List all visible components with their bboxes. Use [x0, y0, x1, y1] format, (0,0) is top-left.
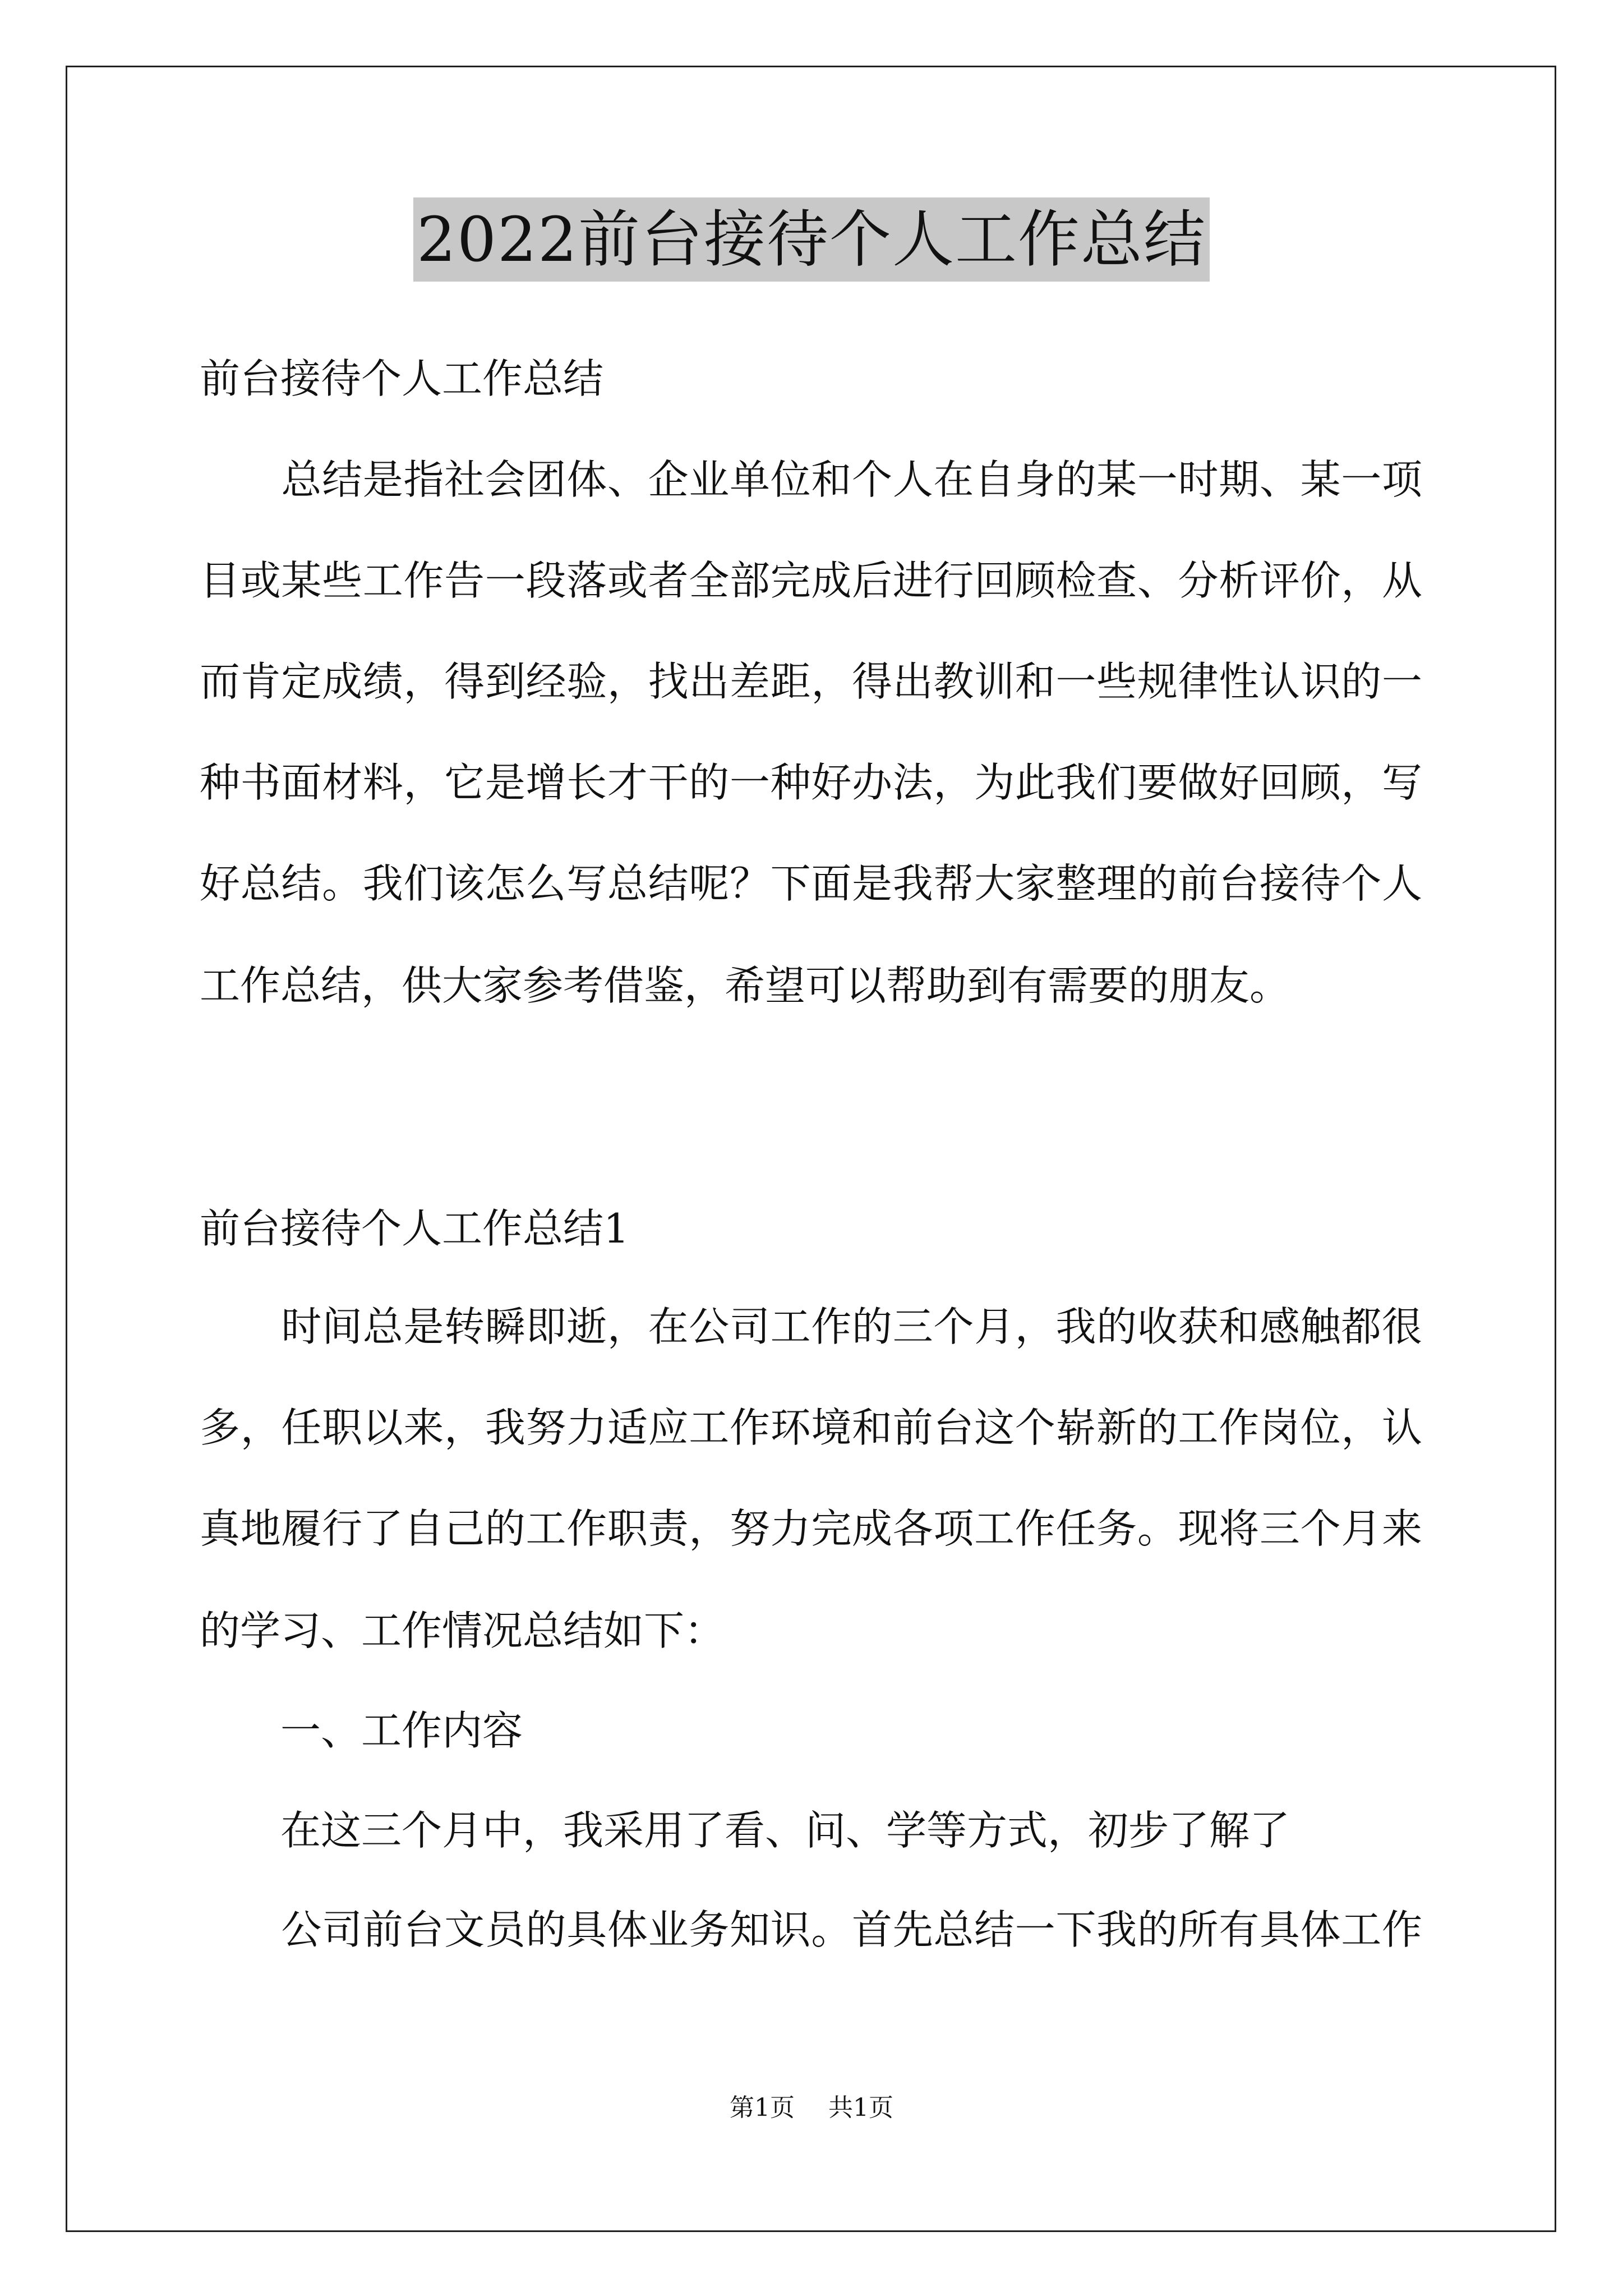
- paragraph-line: 时间总是转瞬即逝，在公司工作的三个月，我的收获和感触都很: [200, 1303, 1422, 1350]
- paragraph-line: 在这三个月中，我采用了看、问、学等方式，初步了解了: [200, 1807, 1290, 1854]
- paragraph-line: 而肯定成绩，得到经验，找出差距，得出教训和一些规律性认识的一: [200, 658, 1422, 705]
- section-heading: 前台接待个人工作总结1: [200, 1205, 629, 1252]
- page-total: 共1页: [828, 2093, 893, 2122]
- paragraph-line: 公司前台文员的具体业务知识。首先总结一下我的所有具体工作: [200, 1906, 1422, 1953]
- title-wrap: [0, 197, 1623, 282]
- paragraph-line: 工作总结，供大家参考借鉴，希望可以帮助到有需要的朋友。: [200, 962, 1290, 1009]
- section-heading: 前台接待个人工作总结: [200, 355, 604, 402]
- paragraph-line: 种书面材料，它是增长才干的一种好办法，为此我们要做好回顾，写: [200, 759, 1422, 806]
- paragraph-line: 好总结。我们该怎么写总结呢？下面是我帮大家整理的前台接待个人: [200, 860, 1422, 907]
- paragraph-line: 真地履行了自己的工作职责，努力完成各项工作任务。现将三个月来: [200, 1505, 1422, 1552]
- paragraph-line: 目或某些工作告一段落或者全部完成后进行回顾检查、分析评价，从: [200, 557, 1422, 604]
- paragraph-line: 总结是指社会团体、企业单位和个人在自身的某一时期、某一项: [200, 456, 1422, 503]
- paragraph-line: 多，任职以来，我努力适应工作环境和前台这个崭新的工作岗位，认: [200, 1404, 1422, 1451]
- page-number: 第1页: [730, 2093, 795, 2122]
- page-footer: [0, 2091, 1623, 2125]
- paragraph-line: 的学习、工作情况总结如下：: [200, 1607, 725, 1654]
- document-title: 2022前台接待个人工作总结: [413, 197, 1210, 282]
- subsection-heading: 一、工作内容: [200, 1707, 523, 1754]
